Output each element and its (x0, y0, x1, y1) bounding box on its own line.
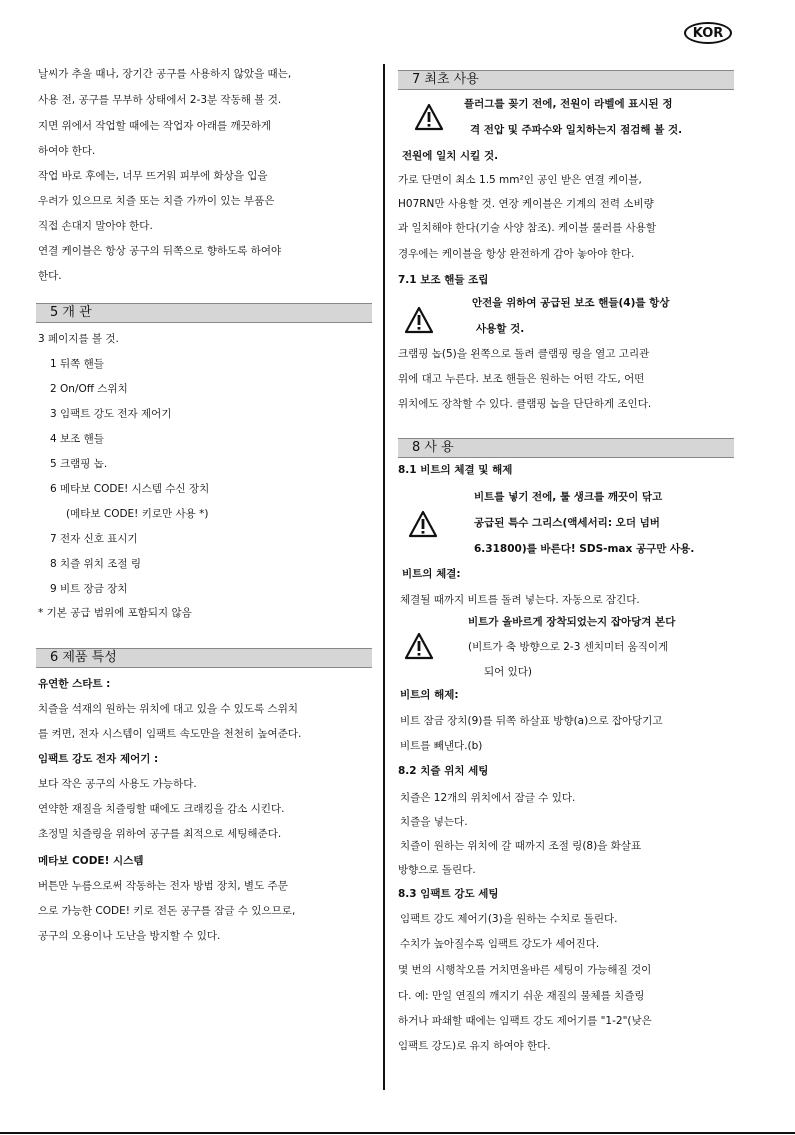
release-title: 비트의 해제: (400, 689, 459, 701)
warning-text: 6.31800)를 바른다! SDS-max 공구만 사용. (474, 543, 695, 555)
impact-text: 임팩트 강도 제어기(3)을 원하는 수치로 돌린다. (400, 913, 618, 925)
cable-text: 경우에는 케이블을 항상 완전하게 감아 놓아야 한다. (398, 248, 635, 260)
cable-text: 가로 단면이 최소 1.5 mm²인 공인 받은 연결 케이블, (398, 174, 642, 186)
code-system-text: 공구의 오용이나 도난을 방지할 수 있다. (38, 930, 221, 942)
impact-text: 수치가 높아질수록 임팩트 강도가 세어진다. (400, 938, 600, 950)
soft-start-title: 유연한 스타트 : (38, 678, 111, 690)
component-item: 4 보조 핸들 (50, 433, 104, 445)
code-system-title: 메타보 CODE! 시스템 (38, 855, 144, 867)
chisel-text: 치즐을 넣는다. (400, 816, 468, 828)
insert-title: 비트의 체결: (402, 568, 461, 580)
component-item: 6 메타보 CODE! 시스템 수신 장치 (50, 483, 210, 495)
intro-line: 한다. (38, 270, 62, 282)
warning-text: 사용할 것. (476, 323, 525, 335)
impact-text: 하거나 파쇄할 때에는 임팩트 강도 제어기를 "1-2"(낮은 (398, 1015, 652, 1027)
impact-control-text: 연약한 재질을 치즐링할 때에도 크래킹을 감소 시킨다. (38, 803, 285, 815)
page-reference: 3 페이지를 볼 것. (38, 333, 119, 345)
component-item: 2 On/Off 스위치 (50, 383, 128, 395)
component-item: 5 크램핑 놉. (50, 458, 108, 470)
component-item: 7 전자 신호 표시기 (50, 533, 138, 545)
insert-text: 체결될 때까지 비트를 돌려 넣는다. 자동으로 잠긴다. (400, 594, 640, 606)
release-text: 비트 잠금 장치(9)를 뒤쪽 하살표 방향(a)으로 잡아당기고 (400, 715, 663, 727)
section-5-header: 5 개 관 (36, 303, 372, 323)
intro-line: 직접 손대지 말아야 한다. (38, 220, 153, 232)
chisel-text: 치즐이 원하는 위치에 갈 때까지 조절 링(8)을 화살표 (400, 840, 642, 852)
section-8-header: 8 사 용 (398, 438, 734, 458)
warning-text: 격 전압 및 주파수와 일치하는지 점검해 볼 것. (470, 124, 683, 136)
intro-line: 하여야 한다. (38, 145, 96, 157)
release-text: 비트를 빼낸다.(b) (400, 740, 483, 752)
warning-text: 되어 있다) (484, 666, 533, 678)
impact-text: 임팩트 강도)로 유지 하여야 한다. (398, 1040, 551, 1052)
intro-line: 작업 바로 후에는, 너무 뜨거워 피부에 화상을 입을 (38, 170, 268, 182)
warning-icon (404, 632, 434, 660)
language-badge: KOR (684, 22, 732, 44)
impact-control-title: 임팩트 강도 전자 제어기 : (38, 753, 159, 765)
warning-text: (비트가 축 방향으로 2-3 센치미터 움직이게 (468, 641, 669, 653)
warning-text: 전원에 일치 시킬 것. (402, 150, 499, 162)
impact-text: 몇 번의 시행착오를 거치면올바른 세팅이 가능해질 것이 (398, 964, 652, 976)
component-item: (메타보 CODE! 키로만 사용 *) (66, 508, 209, 520)
soft-start-text: 를 켜면, 전자 시스템이 임팩트 속도만을 천천히 높여준다. (38, 728, 302, 740)
warning-icon (414, 103, 444, 131)
section-6-header: 6 제품 특성 (36, 648, 372, 668)
page-bottom-rule (0, 1132, 795, 1134)
soft-start-text: 치즐을 석재의 원하는 위치에 대고 있을 수 있도록 스위치 (38, 703, 298, 715)
subsection-8-1-title: 8.1 비트의 체결 및 해제 (398, 464, 513, 476)
warning-text: 비트가 올바르게 장착되었는지 잡아당겨 본다 (468, 616, 676, 628)
subsection-7-1-title: 7.1 보조 핸들 조립 (398, 274, 489, 286)
warning-text: 플러그를 꽂기 전에, 전원이 라벨에 표시된 정 (464, 98, 673, 110)
cable-text: 과 일치해야 한다(기술 사양 참조). 케이블 룰러를 사용할 (398, 222, 657, 234)
component-item: 3 임팩트 강도 전자 제어기 (50, 408, 172, 420)
clamp-text: 위치에도 장착할 수 있다. 클램핑 놉을 단단하게 조인다. (398, 398, 652, 410)
subsection-8-3-title: 8.3 임팩트 강도 세팅 (398, 888, 499, 900)
warning-icon (408, 510, 438, 538)
subsection-8-2-title: 8.2 치즐 위치 세팅 (398, 765, 489, 777)
clamp-text: 크램핑 놉(5)을 왼쪽으로 돌려 클램핑 링을 열고 고리관 (398, 348, 650, 360)
column-divider (383, 64, 385, 1090)
warning-text: 비트를 넣기 전에, 툴 생크를 깨끗이 닦고 (474, 491, 663, 503)
chisel-text: 치즐은 12개의 위치에서 잠글 수 있다. (400, 792, 576, 804)
impact-control-text: 초정밀 치즐링을 위하여 공구를 최적으로 세팅해준다. (38, 828, 282, 840)
impact-control-text: 보다 작은 공구의 사용도 가능하다. (38, 778, 197, 790)
footnote: * 기본 공급 범위에 포함되지 않음 (38, 607, 192, 619)
warning-icon (404, 306, 434, 334)
intro-line: 날씨가 추울 때나, 장기간 공구를 사용하지 않았을 때는, (38, 68, 292, 80)
warning-text: 안전을 위하여 공급된 보조 핸들(4)를 항상 (472, 297, 670, 309)
warning-text: 공급된 특수 그리스(액세서리: 오더 넘버 (474, 517, 660, 529)
impact-text: 다. 예: 만일 연질의 깨지기 쉬운 재질의 물체를 치즐링 (398, 990, 645, 1002)
intro-line: 지면 위에서 작업할 때에는 작업자 아래를 깨끗하게 (38, 120, 272, 132)
intro-line: 사용 전, 공구를 무부하 상태에서 2-3분 작동해 볼 것. (38, 94, 282, 106)
cable-text: H07RN만 사용할 것. 연장 케이블은 기계의 전력 소비량 (398, 198, 654, 210)
code-system-text: 으로 가능한 CODE! 키로 전돈 공구를 잠글 수 있으므로, (38, 905, 296, 917)
section-7-header: 7 최초 사용 (398, 70, 734, 90)
component-item: 1 뒤쪽 핸들 (50, 358, 104, 370)
component-item: 9 비트 장금 장치 (50, 583, 128, 595)
intro-line: 우려가 있으므로 치즐 또는 치즐 가까이 있는 부품은 (38, 195, 275, 207)
component-item: 8 치즐 위치 조절 링 (50, 558, 142, 570)
intro-line: 연결 케이블은 항상 공구의 뒤쪽으로 향하도록 하여야 (38, 245, 282, 257)
code-system-text: 버튼만 누름으로써 작동하는 전자 방범 장치, 별도 주문 (38, 880, 288, 892)
clamp-text: 위에 대고 누른다. 보조 핸들은 원하는 어떤 각도, 어떤 (398, 373, 645, 385)
chisel-text: 방향으로 돌린다. (398, 864, 476, 876)
